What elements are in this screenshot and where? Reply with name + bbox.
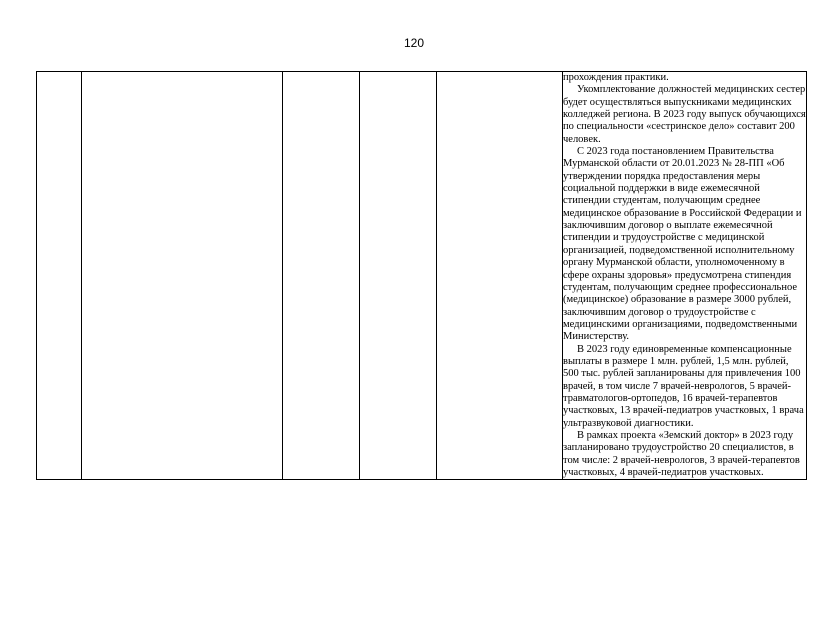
- paragraph: В 2023 году единовременные компенсационные выплаты в размере 1 млн. рублей, 1,5 млн. рублей, 500 тыс. рублей запланированы для привлечения 100 врачей, в том числе 7 врачей-неврологов, 5 врачей-травматологов-ортопедов, 16 врачей-терапевтов участковых, 13 врачей-педиатров участковых, 1 врача ультразвуковой диагностики.: [563, 343, 804, 429]
- paragraph: В рамках проекта «Земский доктор» в 2023 году запланировано трудоустройство 20 специалистов, в том числе: 2 врачей-неврологов, 3 врачей-терапевтов участковых, 4 врачей-педиатров участковых.: [563, 429, 800, 478]
- table-cell-number: [37, 72, 82, 480]
- paragraph: прохождения практики.: [563, 72, 669, 83]
- table-row: [37, 72, 807, 480]
- table-cell-description: [563, 72, 807, 480]
- paragraph: С 2023 года постановлением Правительства Мурманской области от 20.01.2023 № 28-ПП «Об утверждении порядка предоставления меры социальной поддержки в виде ежемесячной стипендии студентам, получающим среднее медицинское образование в Российской Федерации и заключившим договор о выплате ежемесячной стипендии и трудоустройстве с медицинской организацией, подведомственной исполнительному органу Мурманской области, уполномоченному в сфере охраны здоровья» предусмотрена стипендия студентам, получающим среднее профессиональное (медицинское) образование в размере 3000 рублей, заключившим договор о трудоустройстве с медицинскими организациями, подведомственными Министерству.: [563, 146, 802, 343]
- table-cell-name: [82, 72, 283, 480]
- paragraph: Укомплектование должностей медицинских сестер будет осуществляться выпускниками медицинских колледжей региона. В 2023 году выпуск обучающихся по специальности «сестринское дело» составит 200 человек.: [563, 84, 806, 145]
- page-number: 120: [403, 36, 425, 50]
- table-cell-col5: [437, 72, 563, 480]
- table-cell-col3: [283, 72, 360, 480]
- document-table: [36, 71, 807, 480]
- table-cell-col4: [360, 72, 437, 480]
